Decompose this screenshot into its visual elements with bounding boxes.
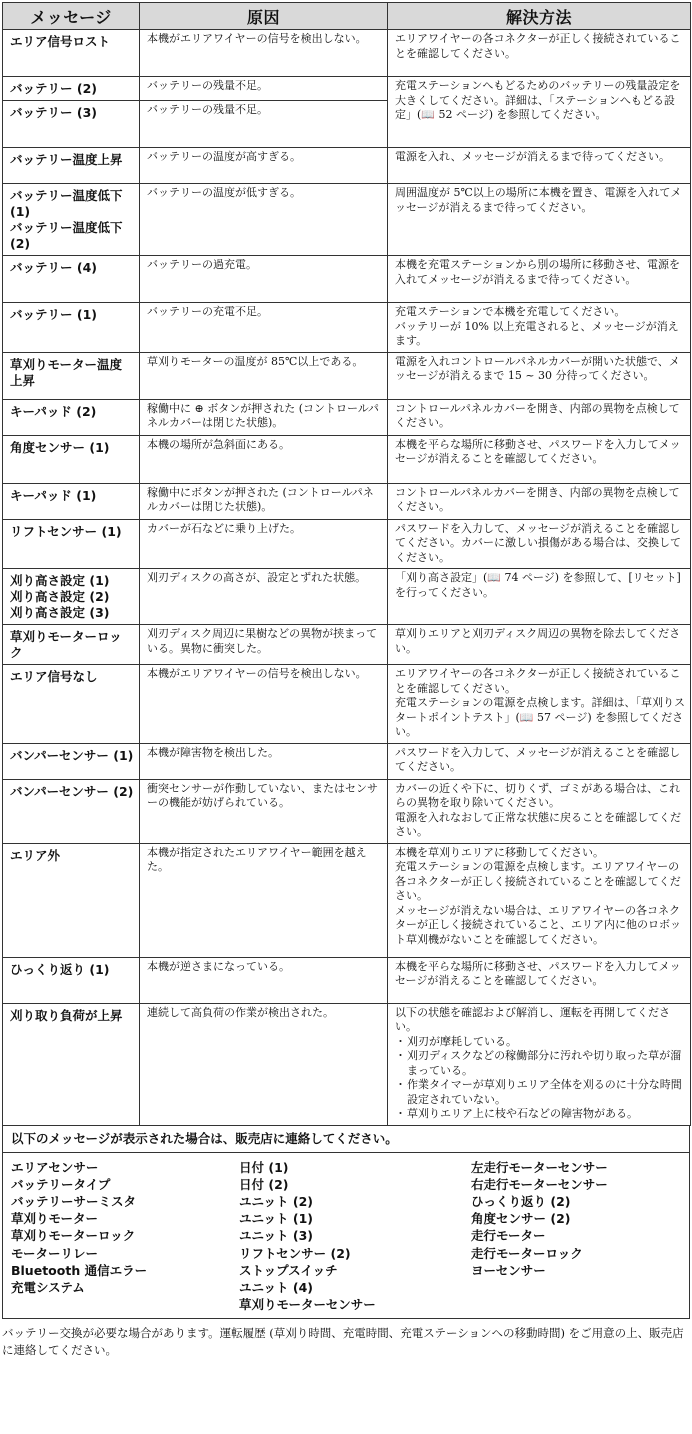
cause-cell: 本機が障害物を検出した。: [140, 743, 388, 779]
solution-cell: [388, 957, 691, 1003]
table-row: [3, 148, 691, 184]
solution-cell: [388, 779, 691, 843]
header-solution: 解決方法: [388, 3, 691, 30]
cause-cell: バッテリーの残量不足。: [140, 101, 388, 148]
message-cell: バンパーセンサー (2): [3, 779, 140, 843]
solution-line: 電源を入れコントロールパネルカバーが開いた状態で、メッセージが消えるまで 15 ~ 30 分待ってください。: [395, 354, 680, 382]
solution-line: 草刈りエリアと刈刃ディスク周辺の異物を除去してください。: [395, 627, 681, 655]
message-cell: 草刈りモーターロック: [3, 625, 140, 665]
solution-line: 電源を入れ、メッセージが消えるまで待ってください。: [395, 150, 670, 163]
contact-dealer-heading: 以下のメッセージが表示された場合は、販売店に連絡してください。: [2, 1126, 690, 1153]
contact-column: [3, 1159, 231, 1314]
solution-line: エリアワイヤーの各コネクターが正しく接続されていることを確認してください。: [395, 667, 681, 695]
message-cell: 草刈りモーター温度上昇: [3, 352, 140, 399]
contact-message-item: ユニット (1): [239, 1211, 313, 1227]
message-cell: リフトセンサー (1): [3, 519, 140, 569]
solution-line: コントロールパネルカバーを開き、内部の異物を点検してください。: [395, 485, 680, 513]
solution-line: バッテリーが 10% 以上充電されると、メッセージが消えます。: [395, 319, 679, 347]
table-row: [3, 625, 691, 665]
message-cell: バッテリー (4): [3, 256, 140, 303]
solution-bullet: ・ 刈刃が摩耗している。: [395, 1035, 685, 1050]
message-cell: バンパーセンサー (1): [3, 743, 140, 779]
table-row: [3, 303, 691, 353]
header-cause: 原因: [140, 3, 388, 30]
message-cell: バッテリー (2): [3, 77, 140, 101]
contact-message-item: 角度センサー (2): [471, 1211, 571, 1227]
cause-cell: 本機がエリアワイヤーの信号を検出しない。: [140, 30, 388, 77]
message-cell: 角度センサー (1): [3, 435, 140, 483]
cause-cell: 連続して高負荷の作業が検出された。: [140, 1003, 388, 1125]
contact-dealer-message-list: [2, 1153, 690, 1320]
table-row: [3, 519, 691, 569]
solution-line: 充電ステーションへもどるためのバッテリーの残量設定を大きくしてください。詳細は、「ステーションへもどる設定」(📖 52 ページ) を参照してください。: [395, 79, 681, 121]
cause-cell: バッテリーの過充電。: [140, 256, 388, 303]
table-row: [3, 569, 691, 625]
message-cell: 刈り取り負荷が上昇: [3, 1003, 140, 1125]
contact-message-item: 右走行モーターセンサー: [471, 1176, 608, 1192]
table-row: [3, 184, 691, 256]
cause-cell: 本機がエリアワイヤーの信号を検出しない。: [140, 665, 388, 744]
message-cell: バッテリー温度上昇: [3, 148, 140, 184]
solution-line: 本機を草刈りエリアに移動してください。: [395, 845, 604, 859]
table-row: [3, 77, 691, 101]
cause-cell: 草刈りモーターの温度が 85℃以上である。: [140, 352, 388, 399]
table-row: [3, 352, 691, 399]
cause-cell: 本機が逆さまになっている。: [140, 957, 388, 1003]
contact-message-item: バッテリータイプ: [11, 1176, 111, 1192]
table-row: [3, 483, 691, 519]
solution-cell: [388, 665, 691, 744]
solution-line: エリアワイヤーの各コネクターが正しく接続されていることを確認してください。: [395, 32, 681, 60]
contact-message-item: 草刈りモーター: [11, 1211, 99, 1227]
contact-message-item: 走行モーターロック: [471, 1245, 583, 1261]
solution-cell: [388, 743, 691, 779]
battery-replacement-note: バッテリー交換が必要な場合があります。運転履歴 (草刈り時間、充電時間、充電ステーションへの移動時間) をご用意の上、販売店に連絡してください。: [2, 1326, 684, 1358]
cause-cell: バッテリーの充電不足。: [140, 303, 388, 353]
cause-cell: バッテリーの温度が低すぎる。: [140, 184, 388, 256]
solution-cell: [388, 77, 691, 148]
contact-message-item: ヨーセンサー: [471, 1262, 546, 1278]
solution-line: 周囲温度が 5℃以上の場所に本機を置き、電源を入れてメッセージが消えるまで待ってください。: [395, 186, 682, 214]
solution-bullet: ・ 作業タイマーが草刈りエリア全体を刈るのに十分な時間設定されていない。: [395, 1078, 685, 1107]
message-cell: キーパッド (1): [3, 483, 140, 519]
table-body: [3, 30, 691, 1126]
solution-cell: [388, 843, 691, 957]
solution-line: 充電ステーションで本機を充電してください。: [395, 305, 626, 318]
message-cell: エリア信号なし: [3, 665, 140, 744]
contact-message-item: ユニット (4): [239, 1279, 313, 1295]
header-message: メッセージ: [3, 3, 140, 30]
table-row: [3, 30, 691, 77]
solution-cell: [388, 1003, 691, 1125]
solution-line: 充電ステーションの電源を点検します。エリアワイヤーの各コネクターが正しく接続されていることを確認してください。: [395, 860, 681, 902]
contact-message-item: 草刈りモーターロック: [11, 1228, 136, 1244]
solution-line: 以下の状態を確認および解消し、運転を再開してください。: [395, 1005, 670, 1033]
message-cell: バッテリー (1): [3, 303, 140, 353]
solution-cell: [388, 30, 691, 77]
message-cell: キーパッド (2): [3, 399, 140, 435]
contact-message-item: 走行モーター: [471, 1228, 546, 1244]
cause-cell: 衝突センサーが作動していない、またはセンサーの機能が妨げられている。: [140, 779, 388, 843]
solution-cell: [388, 256, 691, 303]
solution-cell: [388, 148, 691, 184]
table-row: [3, 1003, 691, 1125]
contact-message-item: ユニット (2): [239, 1193, 313, 1209]
solution-line: メッセージが消えない場合は、エリアワイヤーの各コネクターが正しく接続されていること、エリア内に他のロボット草刈機がないことを確認してください。: [395, 903, 681, 946]
error-message-document: [2, 2, 690, 1359]
contact-message-item: リフトセンサー (2): [239, 1245, 351, 1261]
contact-message-item: モーターリレー: [11, 1245, 99, 1261]
solution-cell: [388, 399, 691, 435]
table-row: [3, 957, 691, 1003]
solution-line: 本機を充電ステーションから別の場所に移動させ、電源を入れてメッセージが消えるまで待ってください。: [395, 258, 681, 286]
table-row: [3, 779, 691, 843]
contact-column: [231, 1159, 463, 1314]
solution-cell: [388, 303, 691, 353]
contact-message-item: ストップスイッチ: [239, 1262, 338, 1278]
cause-cell: 刈刃ディスクの高さが、設定とずれた状態。: [140, 569, 388, 625]
contact-message-item: 草刈りモーターセンサー: [239, 1297, 376, 1313]
message-cell: バッテリー温度低下 (1) バッテリー温度低下 (2): [3, 184, 140, 256]
contact-message-item: Bluetooth 通信エラー: [11, 1262, 148, 1278]
contact-message-item: ひっくり返り (2): [471, 1193, 571, 1209]
cause-cell: バッテリーの温度が高すぎる。: [140, 148, 388, 184]
cause-cell: 刈刃ディスク周辺に果樹などの異物が挟まっている。異物に衝突した。: [140, 625, 388, 665]
error-message-table: [2, 2, 691, 1126]
table-row: [3, 399, 691, 435]
contact-message-item: 充電システム: [11, 1279, 85, 1295]
contact-message-item: バッテリーサーミスタ: [11, 1193, 137, 1209]
solution-line: パスワードを入力して、メッセージが消えることを確認してください。カバーに激しい損傷がある場合は、交換してください。: [395, 521, 681, 564]
solution-line: 本機を平らな場所に移動させ、パスワードを入力してメッセージが消えることを確認してください。: [395, 959, 681, 987]
table-header-row: [3, 3, 691, 30]
message-cell: バッテリー (3): [3, 101, 140, 148]
contact-column: [463, 1159, 691, 1314]
cause-cell: 本機の場所が急斜面にある。: [140, 435, 388, 483]
message-cell: エリア外: [3, 843, 140, 957]
contact-message-item: 左走行モーターセンサー: [471, 1159, 608, 1175]
solution-cell: [388, 519, 691, 569]
cause-cell: カバーが石などに乗り上げた。: [140, 519, 388, 569]
contact-message-item: 日付 (1): [239, 1159, 289, 1175]
solution-line: コントロールパネルカバーを開き、内部の異物を点検してください。: [395, 401, 680, 429]
contact-message-item: エリアセンサー: [11, 1159, 99, 1175]
table-row: [3, 256, 691, 303]
solution-cell: [388, 625, 691, 665]
message-cell: 刈り高さ設定 (1) 刈り高さ設定 (2) 刈り高さ設定 (3): [3, 569, 140, 625]
solution-bullet: ・ 刈刃ディスクなどの稼働部分に汚れや切り取った草が溜まっている。: [395, 1049, 685, 1078]
table-row: [3, 743, 691, 779]
table-row: [3, 843, 691, 957]
solution-line: 「刈り高さ設定」(📖 74 ページ) を参照して、[リセット] を行ってください。: [395, 571, 681, 599]
cause-cell: 本機が指定されたエリアワイヤー範囲を越えた。: [140, 843, 388, 957]
solution-line: 本機を平らな場所に移動させ、パスワードを入力してメッセージが消えることを確認してください。: [395, 437, 681, 465]
solution-line: 電源を入れなおして正常な状態に戻ることを確認してください。: [395, 810, 681, 838]
solution-line: パスワードを入力して、メッセージが消えることを確認してください。: [395, 745, 681, 773]
message-cell: エリア信号ロスト: [3, 30, 140, 77]
cause-cell: 稼働中に ⊕ ボタンが押された (コントロールパネルカバーは閉じた状態)。: [140, 399, 388, 435]
solution-line: カバーの近くや下に、切りくず、ゴミがある場合は、これらの異物を取り除いてください。: [395, 781, 681, 809]
solution-cell: [388, 435, 691, 483]
solution-cell: [388, 352, 691, 399]
solution-cell: [388, 184, 691, 256]
solution-bullet: ・ 草刈りエリア上に枝や石などの障害物がある。: [395, 1107, 685, 1122]
message-cell: ひっくり返り (1): [3, 957, 140, 1003]
cause-cell: 稼働中にボタンが押された (コントロールパネルカバーは閉じた状態)。: [140, 483, 388, 519]
table-row: [3, 435, 691, 483]
contact-message-item: 日付 (2): [239, 1176, 289, 1192]
table-row: [3, 665, 691, 744]
solution-cell: [388, 569, 691, 625]
solution-cell: [388, 483, 691, 519]
contact-message-item: ユニット (3): [239, 1228, 313, 1244]
solution-line: 充電ステーションの電源を点検します。詳細は、「草刈りスタートポイントテスト」(📖 57 ページ) を参照してください。: [395, 696, 685, 738]
cause-cell: バッテリーの残量不足。: [140, 77, 388, 101]
